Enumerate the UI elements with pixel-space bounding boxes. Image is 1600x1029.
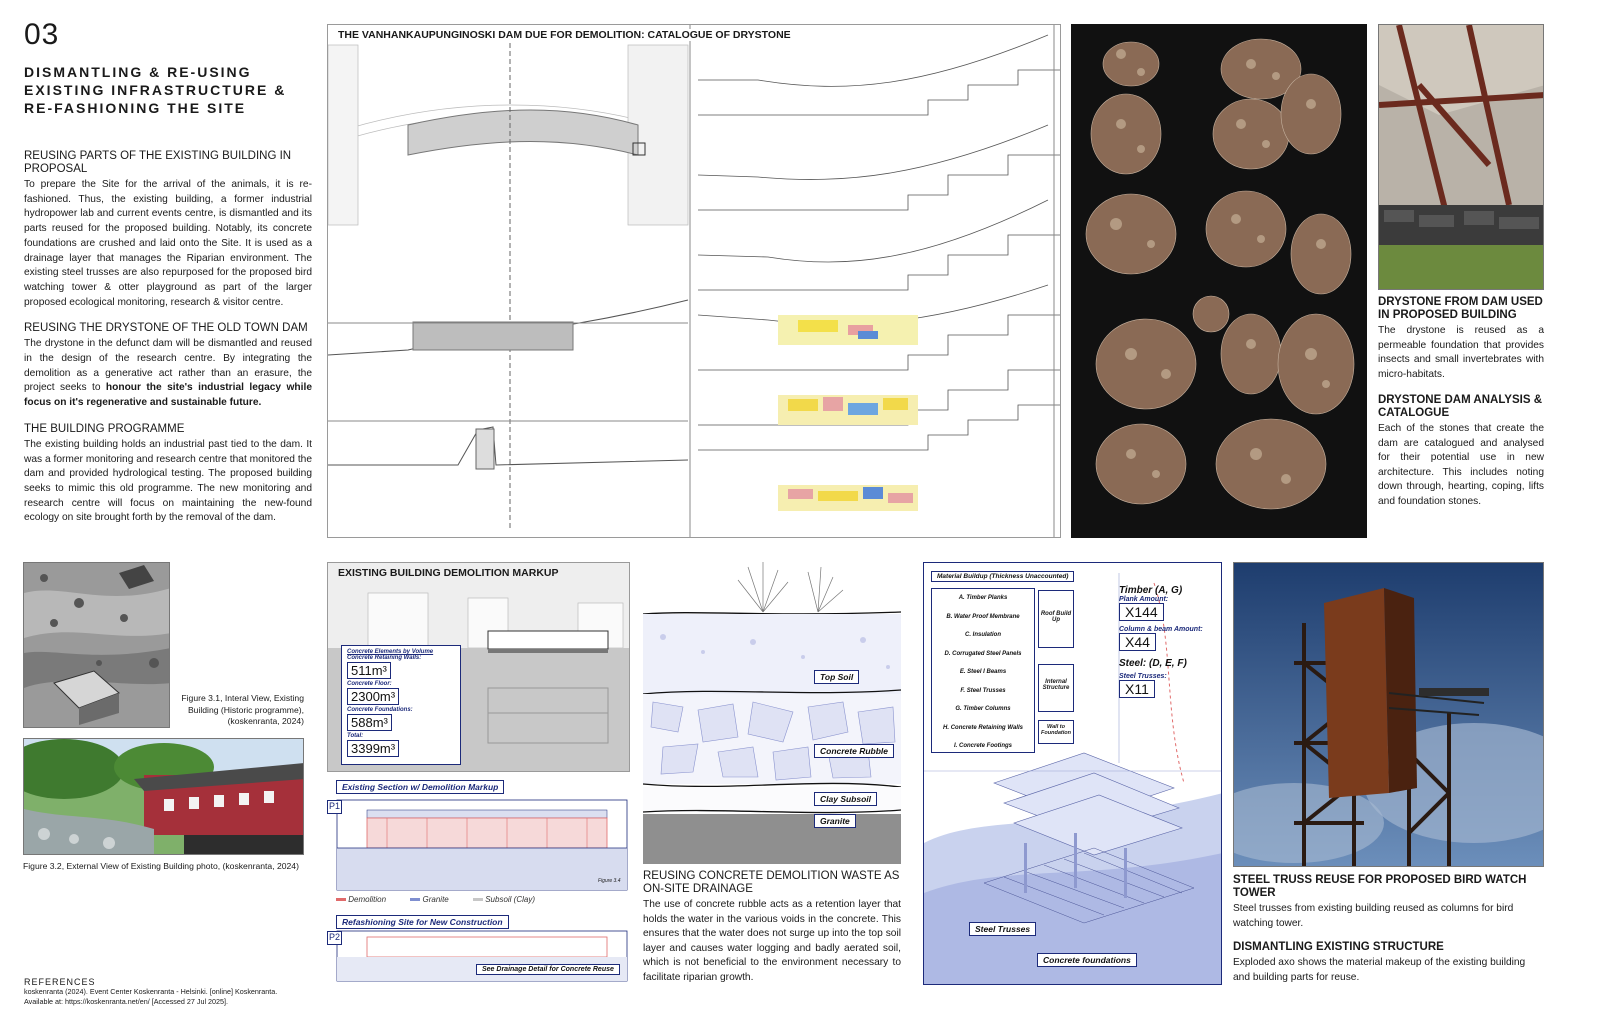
drystone-text-block — [1378, 296, 1544, 509]
figure-3-1-photo — [23, 562, 170, 728]
buildup-title: Material Buildup (Thickness Unaccounted) — [931, 571, 1074, 582]
volume-value-foundations: 588m³ — [347, 714, 392, 731]
section-body-drystone — [24, 337, 312, 411]
truss-value: X11 — [1119, 680, 1155, 698]
layer-label-top-soil: Top Soil — [814, 670, 859, 684]
truss-photo-top — [1378, 24, 1544, 290]
material-d: D. Corrugated Steel Panels — [944, 650, 1022, 657]
drystone-heading: DRYSTONE FROM DAM USED IN PROPOSED BUILDING — [1378, 296, 1543, 321]
group-internal: Internal Structure — [1038, 664, 1074, 712]
existing-section-drawing — [327, 796, 630, 896]
material-c: C. Insulation — [965, 632, 1001, 638]
volume-label-total: Total: — [347, 733, 364, 739]
volume-value-floor: 2300m³ — [347, 688, 399, 705]
group-wall: Wall to Foundation — [1038, 720, 1074, 744]
layer-label-concrete-rubble: Concrete Rubble — [814, 744, 894, 758]
sheet-title — [24, 63, 314, 117]
beam-label: Column & beam Amount: — [1119, 626, 1203, 633]
materials-list — [931, 588, 1035, 753]
material-h: H. Concrete Retaining Walls — [943, 724, 1023, 731]
group-roof: Roof Build Up — [1038, 590, 1074, 648]
figure-small-label: Figure 3.4 — [598, 878, 621, 884]
layer-label-granite: Granite — [814, 814, 856, 828]
section-body-programme: The existing building holds an industrial past tied to the dam. It was a former monitoring and research centre that monitored the dam and provided hydrological testing. The proposed building seeks to mimic this old programme. The new monitoring and research centre will focus on maintaining the new-found ecology on site brought forth by the removal of the dam. — [24, 438, 312, 524]
material-g: G. Timber Columns — [955, 706, 1011, 712]
legend-subsoil: Subsoil (Clay) — [485, 895, 535, 904]
axo-tag-concrete-foundations: Concrete foundations — [1037, 953, 1137, 967]
section-heading-drystone: REUSING THE DRYSTONE OF THE OLD TOWN DAM — [24, 322, 308, 335]
axo-tag-steel-trusses: Steel Trusses — [969, 922, 1036, 936]
dam-catalogue-panel — [327, 24, 1061, 538]
timber-heading: Timber (A, G) — [1119, 585, 1183, 596]
drainage-heading: REUSING CONCRETE DEMOLITION WASTE AS ON-SITE DRAINAGE — [643, 870, 900, 895]
material-e: E. Steel I Beams — [959, 669, 1007, 675]
volume-label-foundations: Concrete Foundations: — [347, 707, 413, 713]
references-heading: REFERENCES — [24, 977, 96, 987]
truss-label: Steel Trusses: — [1119, 673, 1167, 680]
drainage-detail-link[interactable]: See Drainage Detail for Concrete Reuse — [476, 964, 620, 975]
figure-3-1-caption: Figure 3.1, Interal View, Existing Building (Historic programme), (koskenranta, 2024) — [181, 693, 304, 726]
material-b: B. Water Proof Membrane — [946, 613, 1020, 620]
left-text-column — [24, 150, 312, 538]
tower-body: Steel trusses from existing building reused as columns for bird watching tower. — [1233, 903, 1514, 929]
references-line-2: Available at: https://koskenranta.net/en/ [Accessed 27 Jul 2025]. — [24, 997, 229, 1006]
volume-label-walls: Concrete Retaining Walls: — [347, 655, 422, 661]
legend-granite: Granite — [422, 895, 449, 904]
section-heading-programme: THE BUILDING PROGRAMME — [24, 422, 185, 435]
drainage-text-block — [643, 870, 901, 985]
tower-heading: STEEL TRUSS REUSE FOR PROPOSED BIRD WATCH TOWER — [1233, 874, 1527, 899]
title-line-1: DISMANTLING & RE-USING — [24, 64, 252, 80]
tower-text-block — [1233, 874, 1544, 985]
volume-label-floor: Concrete Floor: — [347, 681, 392, 687]
drystone-body-bold: honour the site's industrial legacy while focus on it's regenerative and sustainable future. — [24, 382, 312, 409]
bird-tower-photo — [1233, 562, 1544, 867]
concrete-volumes-box — [341, 645, 461, 765]
title-line-3: RE-FASHIONING THE SITE — [24, 100, 247, 116]
legend-demolition: Demolition — [348, 895, 387, 904]
section-marker-p1: P1 — [327, 800, 342, 814]
drystone-body: The drystone is reused as a permeable foundation that provides insects and small invertebrates with micro-habitats. — [1378, 325, 1544, 380]
drystone-catalogue-image — [1071, 24, 1367, 538]
beam-value: X44 — [1119, 633, 1156, 651]
material-f: F. Steel Trusses — [960, 687, 1006, 694]
quantities-block — [1119, 585, 1219, 699]
drystone-body-text: The drystone in the defunct dam will be dismantled and reused in the design of the research centre. By integrating the demolition as a generative act rather than an erasure, the project seeks to — [24, 338, 312, 394]
analysis-body: Each of the stones that create the dam are catalogued and analysed for their potential use in new architecture. This includes noting down through, hearting, coping, lifts and foundation stones. — [1378, 423, 1544, 507]
section-heading-reuse-building: REUSING PARTS OF THE EXISTING BUILDING IN PROPOSAL — [24, 150, 292, 175]
legend-swatch-subsoil — [473, 898, 483, 901]
refashioning-drawing — [327, 929, 630, 984]
legend-swatch-demolition — [336, 898, 346, 901]
plank-value: X144 — [1119, 603, 1164, 621]
legend-swatch-granite — [410, 898, 420, 901]
sheet-number: 03 — [24, 18, 60, 51]
section-markup-label: Existing Section w/ Demolition Markup — [336, 780, 504, 794]
analysis-heading: DRYSTONE DAM ANALYSIS & CATALOGUE — [1378, 394, 1543, 419]
section-marker-p2: P2 — [327, 931, 342, 945]
figure-3-2-caption: Figure 3.2, External View of Existing Building photo, (koskenranta, 2024) — [23, 861, 299, 871]
dismantling-heading: DISMANTLING EXISTING STRUCTURE — [1233, 941, 1444, 953]
references — [24, 977, 314, 1007]
references-line-1: koskenranta (2024). Event Center Koskenranta - Helsinki. [online] Koskenranta. — [24, 987, 278, 996]
volume-value-total: 3399m³ — [347, 740, 399, 757]
layer-label-clay-subsoil: Clay Subsoil — [814, 792, 877, 806]
dismantling-body: Exploded axo shows the material makeup of the existing building and building parts for reuse. — [1233, 957, 1526, 983]
refashioning-label: Refashioning Site for New Construction — [336, 915, 509, 929]
dam-catalogue-title: THE VANHANKAUPUNGINOSKI DAM DUE FOR DEMOLITION: CATALOGUE OF DRYSTONE — [338, 29, 791, 41]
demolition-markup-title: EXISTING BUILDING DEMOLITION MARKUP — [338, 567, 559, 579]
plank-label: Plank Amount: — [1119, 596, 1169, 603]
volumes-heading: Concrete Elements by Volume — [347, 649, 434, 655]
section-body-reuse-building: To prepare the Site for the arrival of the animals, it is re-fashioned. Thus, the existing building, a former industrial hydropower lab and current events centre, is dismantled and its parts reused for the proposed building. Notably, its concrete foundations are crushed and laid onto the Site. It is used as a drainage layer that manages the Riparian environment. The existing steel trusses are also repurposed for the proposed bird watching tower & otter playground as part of the larger proposed ecological monitoring, research & visitor centre. — [24, 179, 312, 308]
figure-3-2-photo — [23, 738, 304, 855]
drainage-section-drawing — [643, 562, 901, 864]
drainage-body: The use of concrete rubble acts as a retention layer that holds the water in the various voids in the concrete. This ensures that the water does not surge up into the top soil layer and causes water logging and badly aerated soil, which is not beneficial to the environment necessary to facilitate riparian growth. — [643, 899, 901, 983]
volume-value-walls: 511m³ — [347, 662, 391, 679]
material-a: A. Timber Planks — [958, 595, 1008, 601]
material-i: I. Concrete Footings — [953, 743, 1012, 749]
title-line-2: EXISTING INFRASTRUCTURE & — [24, 82, 287, 98]
section-legend — [336, 895, 616, 907]
steel-heading: Steel: (D, E, F) — [1119, 658, 1187, 669]
